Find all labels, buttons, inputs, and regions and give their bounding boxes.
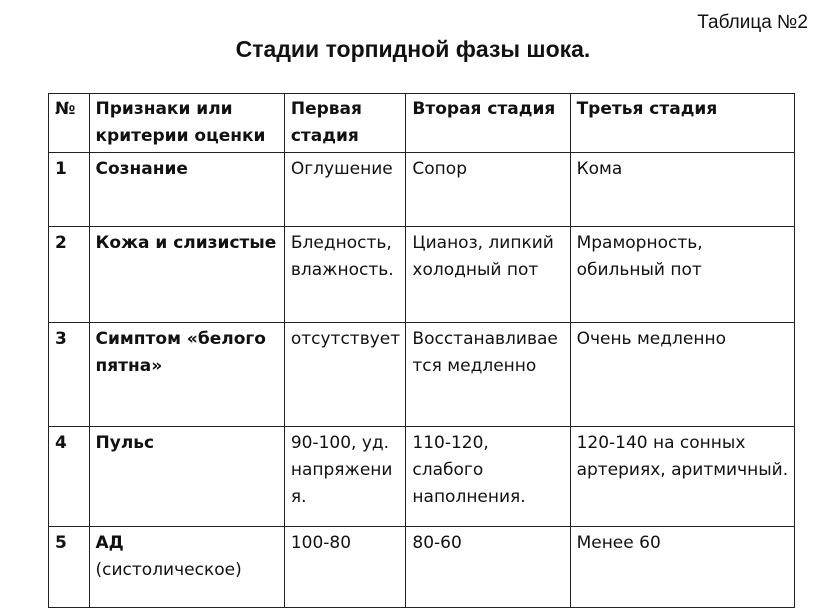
header-criteria: Признаки или критерии оценки xyxy=(89,94,284,153)
row-criteria: Симптом «белого пятна» xyxy=(89,323,284,427)
shock-stages-table xyxy=(48,93,795,608)
row-criteria-note: (систолическое) xyxy=(95,560,242,580)
row-criteria: Пульс xyxy=(89,427,284,527)
row-stage-3: Менее 60 xyxy=(570,527,794,608)
row-stage-2: Цианоз, липкий холодный пот xyxy=(406,227,570,323)
row-number: 3 xyxy=(49,323,90,427)
row-stage-1: 100-80 xyxy=(284,527,406,608)
row-number: 4 xyxy=(49,427,90,527)
row-number: 1 xyxy=(49,153,90,227)
row-stage-2: Восстанавливае тся медленно xyxy=(406,323,570,427)
row-number: 2 xyxy=(49,227,90,323)
table-number-label: Таблица №2 xyxy=(697,12,808,33)
header-stage-3: Третья стадия xyxy=(570,94,794,153)
row-criteria-label: АД xyxy=(95,533,124,553)
row-stage-3: 120-140 на сонных артериях, аритмичный. xyxy=(570,427,794,527)
table-row xyxy=(49,527,795,608)
row-criteria xyxy=(89,527,284,608)
row-stage-1: Оглушение xyxy=(284,153,406,227)
row-criteria: Кожа и слизистые xyxy=(89,227,284,323)
row-stage-3: Очень медленно xyxy=(570,323,794,427)
row-stage-3: Мраморность, обильный пот xyxy=(570,227,794,323)
table-row xyxy=(49,153,795,227)
header-stage-2: Вторая стадия xyxy=(406,94,570,153)
table-row xyxy=(49,427,795,527)
row-stage-1: 90-100, уд. напряжени я. xyxy=(284,427,406,527)
row-stage-2: 110-120, слабого наполнения. xyxy=(406,427,570,527)
table-row xyxy=(49,227,795,323)
table-row xyxy=(49,323,795,427)
page-title: Стадии торпидной фазы шока. xyxy=(235,36,591,62)
header-stage-1: Первая стадия xyxy=(284,94,406,153)
table-header-row xyxy=(49,94,795,153)
row-criteria: Сознание xyxy=(89,153,284,227)
row-number: 5 xyxy=(49,527,90,608)
row-stage-2: Сопор xyxy=(406,153,570,227)
header-number: № xyxy=(49,94,90,153)
row-stage-1: Бледность, влажность. xyxy=(284,227,406,323)
row-stage-1: отсутствует xyxy=(284,323,406,427)
row-stage-3: Кома xyxy=(570,153,794,227)
row-stage-2: 80-60 xyxy=(406,527,570,608)
